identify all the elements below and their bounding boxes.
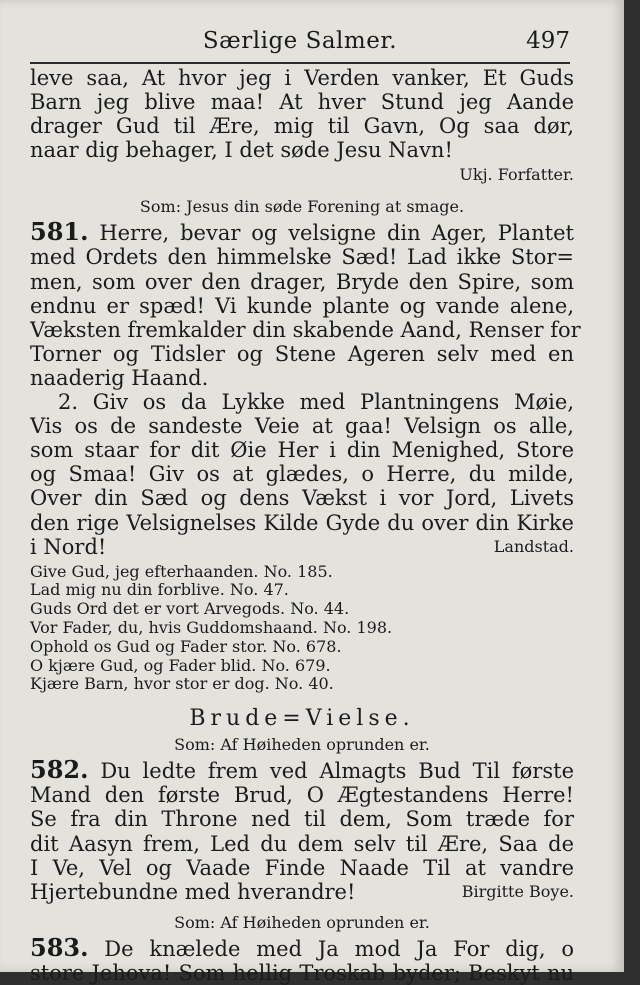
text-line: med Ordets den himmelske Sæd! Lad ikke Stor= bbox=[30, 245, 574, 270]
melody-note: Som: Af Høiheden oprunden er. bbox=[174, 735, 430, 755]
text-line: 2. Giv os da Lykke med Plantningens Møie, bbox=[58, 390, 574, 415]
cross-reference: Guds Ord det er vort Arvegods. No. 44. bbox=[30, 599, 350, 619]
cross-reference: Lad mig nu din forblive. No. 47. bbox=[30, 580, 289, 600]
text-line: Hjertebundne med hverandre! bbox=[30, 879, 356, 904]
page-number: 497 bbox=[526, 28, 570, 54]
author-credit: Birgitte Boye. bbox=[461, 881, 574, 901]
cross-reference-list bbox=[30, 563, 574, 695]
melody-note: Som: Af Høiheden oprunden er. bbox=[174, 912, 430, 932]
author-credit: Landstad. bbox=[493, 536, 574, 556]
text-line: Se fra din Throne ned til dem, Som træde for bbox=[30, 807, 574, 832]
text-line: Mand den første Brud, O Ægtestandens Herre! bbox=[30, 783, 574, 808]
text-line: endnu er spæd! Vi kunde plante og vande alene, bbox=[30, 293, 574, 318]
text-line: Væksten fremkalder din skabende Aand, Renser for bbox=[30, 317, 581, 342]
hymn-last-line bbox=[30, 880, 574, 904]
hymn-number: 583. bbox=[30, 932, 89, 962]
hymn-first-line: 583. De knælede med Ja mod Ja For dig, o bbox=[30, 932, 574, 962]
melody-note: Som: Jesus din søde Forening at smage. bbox=[139, 197, 465, 217]
text-line: som staar for dit Øie Her i din Menighed, Store bbox=[30, 438, 574, 463]
hymn-last-line bbox=[30, 535, 574, 559]
hymn-first-line: 581. Herre, bevar og velsigne din Ager, Plantet bbox=[30, 217, 574, 247]
text-line: Torner og Tidsler og Stene Ageren selv med en bbox=[30, 341, 574, 366]
text-line: og Smaa! Giv os at glædes, o Herre, du milde, bbox=[30, 462, 574, 487]
text-line: store Jehova! Som hellig Troskab byder; Beskyt nu bbox=[30, 960, 574, 985]
text-line: Over din Sæd og dens Vækst i vor Jord, Livets bbox=[30, 486, 574, 511]
text-line: naar dig behager, I det søde Jesu Navn! bbox=[30, 138, 453, 163]
cross-reference: O kjære Gud, og Fader blid. No. 679. bbox=[30, 655, 331, 675]
text-line: den rige Velsignelses Kilde Gyde du over din Kirke bbox=[30, 510, 574, 535]
cross-reference: Kjære Barn, hvor stor er dog. No. 40. bbox=[30, 674, 334, 694]
text-line: Barn jeg blive maa! At hver Stund jeg Aande bbox=[30, 90, 574, 115]
running-title: Særlige Salmer. bbox=[202, 28, 398, 54]
hymn-number: 581. bbox=[30, 217, 89, 247]
page-body bbox=[30, 66, 581, 985]
text-line: leve saa, At hvor jeg i Verden vanker, Et Guds bbox=[30, 66, 574, 90]
text-line: I Ve, Vel og Vaade Finde Naade Til at vandre bbox=[30, 855, 574, 880]
hymn-number: 582. bbox=[30, 755, 89, 785]
text-line: naaderig Haand. bbox=[30, 365, 209, 390]
text-line: drager Gud til Ære, mig til Gavn, Og saa dør, bbox=[30, 114, 574, 139]
cross-reference: Vor Fader, du, hvis Guddomshaand. No. 198. bbox=[30, 618, 393, 638]
text-line: dit Aasyn frem, Led du dem selv til Ære, Saa de bbox=[30, 831, 574, 856]
text-line: Vis os de sandeste Veie at gaa! Velsign os alle, bbox=[30, 414, 574, 439]
text-line: men, som over den drager, Bryde den Spire, som bbox=[30, 269, 574, 294]
cross-reference: Give Gud, jeg efterhaanden. No. 185. bbox=[30, 561, 333, 581]
text-line: i Nord! bbox=[30, 534, 107, 559]
cross-reference: Ophold os Gud og Fader stor. No. 678. bbox=[30, 636, 342, 656]
author-credit: Ukj. Forfatter. bbox=[459, 165, 574, 185]
page-header bbox=[30, 22, 570, 64]
hymn-first-line: 582. Du ledte frem ved Almagts Bud Til første bbox=[30, 755, 574, 785]
section-title: Brude=Vielse. bbox=[189, 706, 415, 732]
